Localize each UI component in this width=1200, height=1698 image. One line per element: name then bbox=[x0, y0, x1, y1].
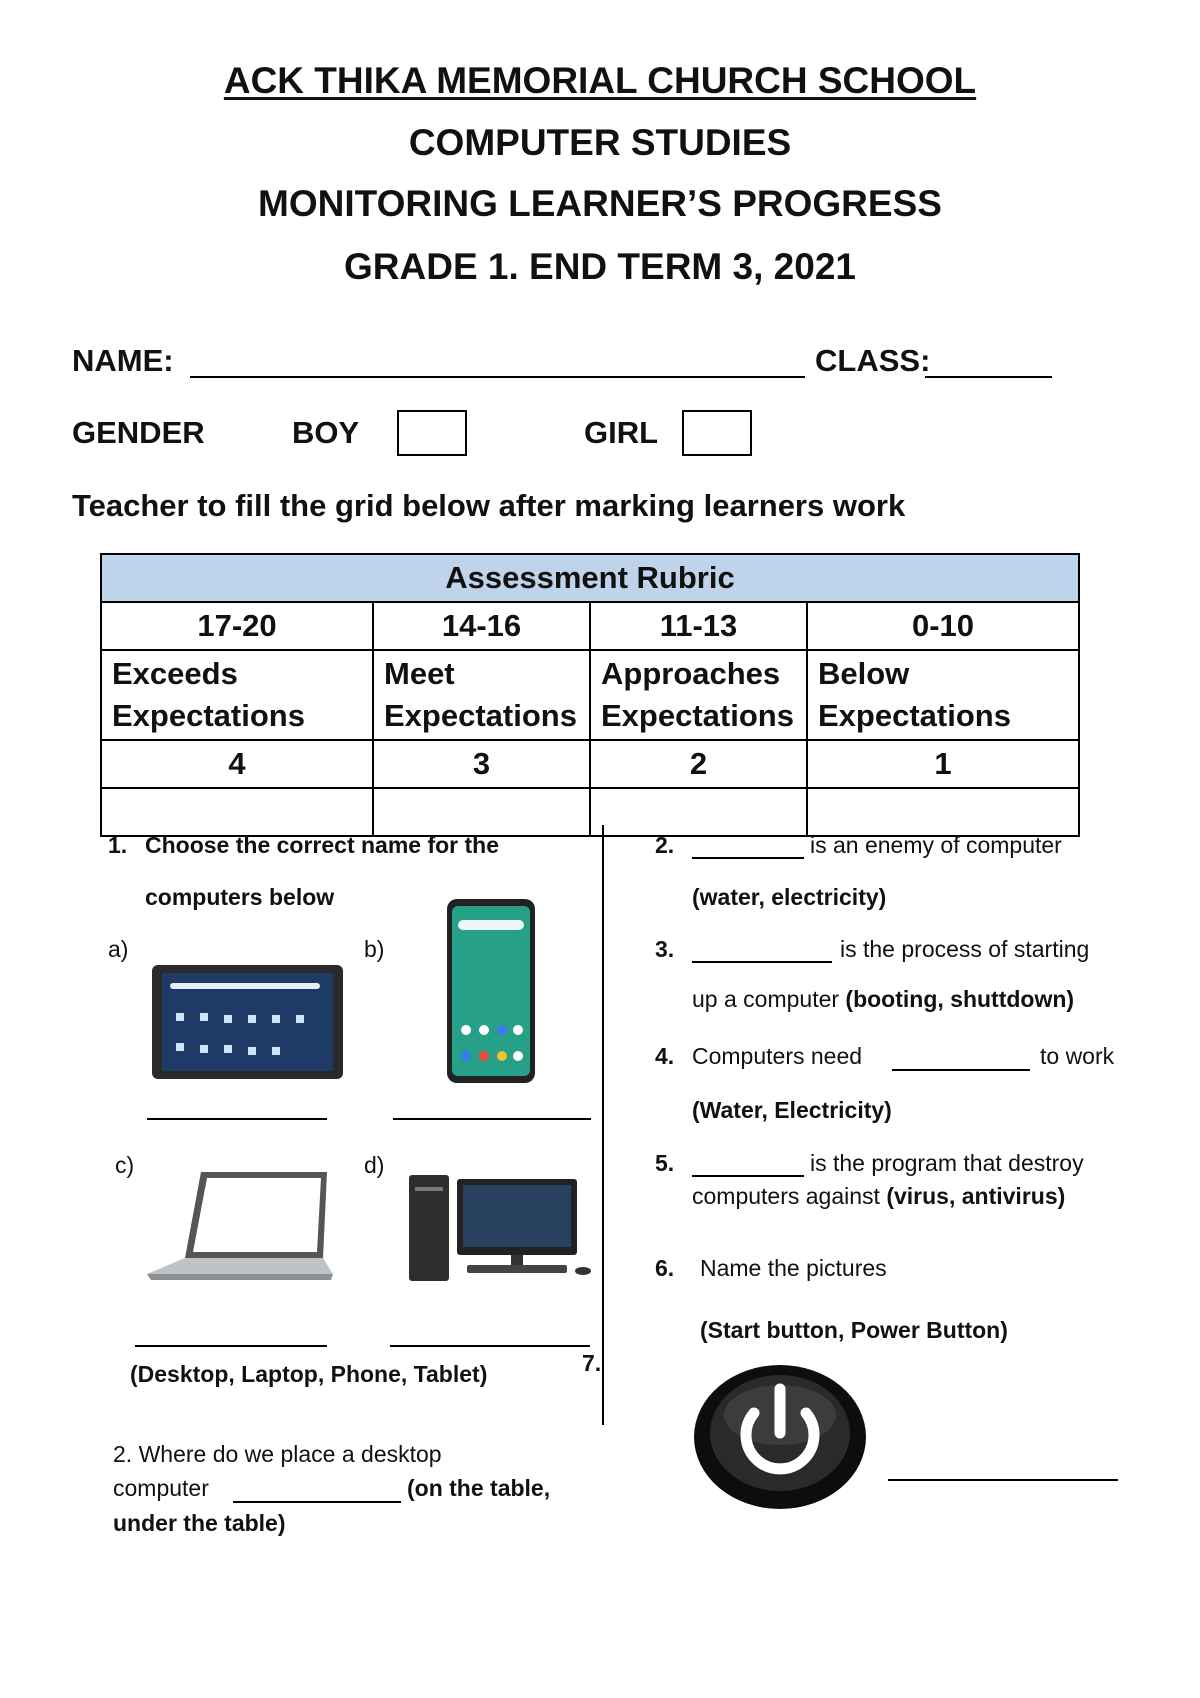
range-cell: 11-13 bbox=[590, 602, 807, 650]
level-word: Expectations bbox=[112, 698, 305, 733]
mark-entry-cell[interactable] bbox=[101, 788, 373, 836]
score-cell: 4 bbox=[101, 740, 373, 788]
q4-number: 4. bbox=[655, 1043, 675, 1069]
q6-text: Name the pictures bbox=[700, 1255, 887, 1281]
q3-text-2 bbox=[692, 986, 1074, 1013]
q2-desktop-text-2: computer bbox=[113, 1475, 209, 1501]
q4-text: Computers need bbox=[692, 1043, 863, 1069]
power-button-icon bbox=[692, 1363, 868, 1511]
assessment-title: MONITORING LEARNER’S PROGRESS bbox=[258, 183, 942, 224]
q6-options: (Start button, Power Button) bbox=[700, 1317, 1008, 1343]
q2-desktop-text: 2. Where do we place a desktop bbox=[113, 1441, 442, 1467]
label-b: b) bbox=[364, 936, 385, 962]
name-label: NAME: bbox=[72, 343, 174, 378]
q5-options: (virus, antivirus) bbox=[886, 1183, 1066, 1209]
q2-number: 2. bbox=[655, 832, 675, 858]
level-word: Approaches bbox=[601, 656, 781, 691]
q3-options: (booting, shuttdown) bbox=[845, 986, 1075, 1012]
girl-checkbox[interactable] bbox=[682, 410, 752, 456]
range-cell: 0-10 bbox=[807, 602, 1079, 650]
q3-text: is the process of starting bbox=[840, 936, 1090, 962]
answer-line-a[interactable] bbox=[147, 1118, 327, 1120]
level-cell bbox=[590, 650, 807, 740]
q5-text-2 bbox=[692, 1183, 1065, 1210]
column-divider bbox=[602, 825, 604, 1425]
answer-line-q5[interactable] bbox=[692, 1175, 804, 1177]
level-word: Exceeds bbox=[112, 656, 238, 691]
label-a: a) bbox=[108, 936, 129, 962]
q1-text-2: computers below bbox=[145, 884, 335, 910]
desktop-image bbox=[407, 1173, 595, 1283]
q5-text: is the program that destroy bbox=[810, 1150, 1084, 1176]
rubric-title: Assessment Rubric bbox=[101, 554, 1079, 602]
level-cell bbox=[807, 650, 1079, 740]
name-field[interactable] bbox=[190, 376, 805, 378]
q2-desktop-options-2: under the table) bbox=[113, 1510, 286, 1536]
girl-label: GIRL bbox=[584, 415, 659, 450]
assessment-rubric-table bbox=[100, 553, 1080, 837]
mark-entry-cell[interactable] bbox=[373, 788, 590, 836]
q1-number: 1. bbox=[108, 832, 128, 858]
q2-options: (water, electricity) bbox=[692, 884, 887, 910]
answer-line-b[interactable] bbox=[393, 1118, 591, 1120]
q2-text: is an enemy of computer bbox=[810, 832, 1062, 858]
level-word: Expectations bbox=[818, 698, 1011, 733]
laptop-image bbox=[145, 1170, 335, 1285]
teacher-instruction: Teacher to fill the grid below after marking learners work bbox=[72, 488, 906, 523]
answer-line-q3[interactable] bbox=[692, 961, 832, 963]
q2-desktop-options: (on the table, bbox=[407, 1475, 551, 1501]
label-c: c) bbox=[115, 1152, 135, 1178]
mark-entry-cell[interactable] bbox=[590, 788, 807, 836]
q3-text-2-words: up a computer bbox=[692, 986, 840, 1012]
range-cell: 14-16 bbox=[373, 602, 590, 650]
q6-number: 6. bbox=[655, 1255, 675, 1281]
score-cell: 2 bbox=[590, 740, 807, 788]
subject-title: COMPUTER STUDIES bbox=[408, 122, 792, 163]
stray-number: 7. bbox=[582, 1350, 602, 1376]
q1-text: Choose the correct name for the bbox=[145, 832, 500, 858]
level-word: Meet bbox=[384, 656, 455, 691]
level-word: Expectations bbox=[384, 698, 577, 733]
boy-checkbox[interactable] bbox=[397, 410, 467, 456]
level-word: Below bbox=[818, 656, 910, 691]
class-label: CLASS: bbox=[815, 343, 931, 378]
level-word: Expectations bbox=[601, 698, 794, 733]
q3-number: 3. bbox=[655, 936, 675, 962]
q5-text-2-words: computers against bbox=[692, 1183, 880, 1209]
answer-line-q2[interactable] bbox=[692, 857, 804, 859]
q5-number: 5. bbox=[655, 1150, 675, 1176]
mark-entry-cell[interactable] bbox=[807, 788, 1079, 836]
score-cell: 3 bbox=[373, 740, 590, 788]
score-cell: 1 bbox=[807, 740, 1079, 788]
range-cell: 17-20 bbox=[101, 602, 373, 650]
label-d: d) bbox=[364, 1152, 385, 1178]
gender-label: GENDER bbox=[72, 415, 205, 450]
answer-line-d[interactable] bbox=[390, 1345, 590, 1347]
q4-options: (Water, Electricity) bbox=[692, 1097, 892, 1123]
answer-line-q6[interactable] bbox=[888, 1479, 1118, 1481]
grade-term-title: GRADE 1. END TERM 3, 2021 bbox=[344, 246, 856, 287]
boy-label: BOY bbox=[292, 415, 360, 450]
school-name: ACK THIKA MEMORIAL CHURCH SCHOOL bbox=[223, 60, 977, 101]
class-field[interactable] bbox=[925, 376, 1052, 378]
computer-options: (Desktop, Laptop, Phone, Tablet) bbox=[130, 1361, 488, 1387]
phone-image bbox=[446, 898, 536, 1084]
answer-line-desktop-place[interactable] bbox=[233, 1501, 401, 1503]
q4-text-end: to work bbox=[1040, 1043, 1115, 1069]
answer-line-q4[interactable] bbox=[892, 1069, 1030, 1071]
tablet-image bbox=[150, 963, 345, 1081]
level-cell bbox=[101, 650, 373, 740]
level-cell bbox=[373, 650, 590, 740]
answer-line-c[interactable] bbox=[135, 1345, 327, 1347]
